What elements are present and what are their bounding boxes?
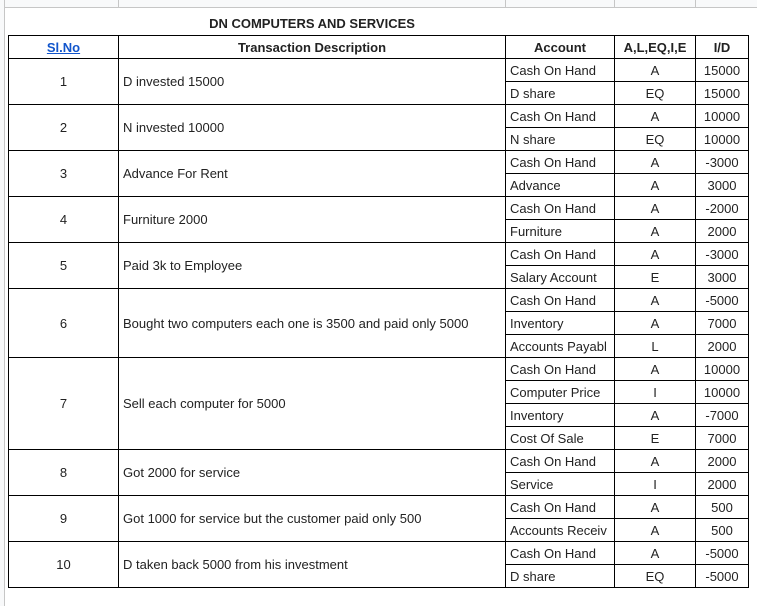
header-row xyxy=(9,36,749,59)
cell-description[interactable]: N invested 10000 xyxy=(119,105,506,151)
cell-type[interactable]: A xyxy=(615,243,696,266)
cell-value[interactable]: 10000 xyxy=(696,381,749,404)
transaction-table xyxy=(8,35,749,588)
cell-type[interactable]: EQ xyxy=(615,82,696,105)
cell-value[interactable]: 10000 xyxy=(696,105,749,128)
cell-account[interactable]: Inventory xyxy=(506,312,615,335)
cell-type[interactable]: I xyxy=(615,473,696,496)
cell-description[interactable]: Furniture 2000 xyxy=(119,197,506,243)
cell-value[interactable]: 10000 xyxy=(696,358,749,381)
table-row xyxy=(9,496,749,519)
cell-type[interactable]: A xyxy=(615,151,696,174)
cell-type[interactable]: I xyxy=(615,381,696,404)
header-slno[interactable]: Sl.No xyxy=(9,36,119,59)
cell-account[interactable]: Inventory xyxy=(506,404,615,427)
header-id[interactable]: I/D xyxy=(696,36,749,59)
cell-type[interactable]: EQ xyxy=(615,565,696,588)
cell-type[interactable]: A xyxy=(615,404,696,427)
cell-slno[interactable]: 5 xyxy=(9,243,119,289)
cell-account[interactable]: N share xyxy=(506,128,615,151)
cell-type[interactable]: A xyxy=(615,59,696,82)
cell-type[interactable]: A xyxy=(615,197,696,220)
cell-slno[interactable]: 7 xyxy=(9,358,119,450)
table-row xyxy=(9,289,749,312)
cell-account[interactable]: Computer Price xyxy=(506,381,615,404)
cell-value[interactable]: 7000 xyxy=(696,427,749,450)
cell-type[interactable]: A xyxy=(615,358,696,381)
cell-account[interactable]: Furniture xyxy=(506,220,615,243)
cell-description[interactable]: D invested 15000 xyxy=(119,59,506,105)
cell-value[interactable]: 2000 xyxy=(696,450,749,473)
cell-description[interactable]: Advance For Rent xyxy=(119,151,506,197)
cell-description[interactable]: D taken back 5000 from his investment xyxy=(119,542,506,588)
cell-account[interactable]: Cash On Hand xyxy=(506,197,615,220)
table-body xyxy=(9,59,749,588)
cell-type[interactable]: A xyxy=(615,312,696,335)
header-description[interactable]: Transaction Description xyxy=(119,36,506,59)
cell-description[interactable]: Got 2000 for service xyxy=(119,450,506,496)
cell-slno[interactable]: 10 xyxy=(9,542,119,588)
table-row xyxy=(9,197,749,220)
cell-account[interactable]: D share xyxy=(506,82,615,105)
cell-type[interactable]: A xyxy=(615,220,696,243)
cell-type[interactable]: A xyxy=(615,450,696,473)
cell-account[interactable]: Cash On Hand xyxy=(506,151,615,174)
cell-slno[interactable]: 3 xyxy=(9,151,119,197)
cell-account[interactable]: Cash On Hand xyxy=(506,450,615,473)
cell-value[interactable]: -7000 xyxy=(696,404,749,427)
column-divider xyxy=(695,0,696,7)
cell-type[interactable]: A xyxy=(615,496,696,519)
cell-value[interactable]: 3000 xyxy=(696,266,749,289)
column-divider xyxy=(118,0,119,7)
cell-account[interactable]: Accounts Receiv xyxy=(506,519,615,542)
cell-slno[interactable]: 9 xyxy=(9,496,119,542)
table-row xyxy=(9,358,749,381)
cell-value[interactable]: 2000 xyxy=(696,335,749,358)
table-row xyxy=(9,243,749,266)
sheet-title[interactable]: DN COMPUTERS AND SERVICES xyxy=(209,16,415,31)
cell-value[interactable]: -3000 xyxy=(696,243,749,266)
cell-account[interactable]: Advance xyxy=(506,174,615,197)
cell-type[interactable]: A xyxy=(615,542,696,565)
cell-type[interactable]: A xyxy=(615,105,696,128)
cell-description[interactable]: Paid 3k to Employee xyxy=(119,243,506,289)
cell-description[interactable]: Sell each computer for 5000 xyxy=(119,358,506,450)
cell-type[interactable]: A xyxy=(615,519,696,542)
table-row xyxy=(9,151,749,174)
cell-value[interactable]: 7000 xyxy=(696,312,749,335)
cell-type[interactable]: E xyxy=(615,266,696,289)
table-row xyxy=(9,105,749,128)
cell-account[interactable]: Cash On Hand xyxy=(506,542,615,565)
cell-account[interactable]: Salary Account xyxy=(506,266,615,289)
cell-description[interactable]: Bought two computers each one is 3500 and paid only 5000 xyxy=(119,289,506,358)
cell-value[interactable]: -5000 xyxy=(696,289,749,312)
cell-account[interactable]: Cash On Hand xyxy=(506,59,615,82)
column-divider xyxy=(614,0,615,7)
cell-value[interactable]: 10000 xyxy=(696,128,749,151)
table-row xyxy=(9,59,749,82)
cell-value[interactable]: 500 xyxy=(696,496,749,519)
cell-type[interactable]: L xyxy=(615,335,696,358)
cell-account[interactable]: Cost Of Sale xyxy=(506,427,615,450)
cell-value[interactable]: 2000 xyxy=(696,220,749,243)
cell-account[interactable]: Cash On Hand xyxy=(506,496,615,519)
cell-description[interactable]: Got 1000 for service but the customer paid only 500 xyxy=(119,496,506,542)
cell-account[interactable]: Accounts Payabl xyxy=(506,335,615,358)
cell-type[interactable]: E xyxy=(615,427,696,450)
cell-account[interactable]: D share xyxy=(506,565,615,588)
cell-slno[interactable]: 1 xyxy=(9,59,119,105)
cell-value[interactable]: 3000 xyxy=(696,174,749,197)
cell-type[interactable]: A xyxy=(615,174,696,197)
cell-value[interactable]: 2000 xyxy=(696,473,749,496)
cell-account[interactable]: Cash On Hand xyxy=(506,289,615,312)
cell-type[interactable]: EQ xyxy=(615,128,696,151)
header-type[interactable]: A,L,EQ,I,E xyxy=(615,36,696,59)
row-header-strip xyxy=(0,0,5,606)
header-account[interactable]: Account xyxy=(506,36,615,59)
table-row xyxy=(9,450,749,473)
cell-value[interactable]: 15000 xyxy=(696,59,749,82)
cell-account[interactable]: Service xyxy=(506,473,615,496)
cell-slno[interactable]: 6 xyxy=(9,289,119,358)
cell-slno[interactable]: 2 xyxy=(9,105,119,151)
cell-account[interactable]: Cash On Hand xyxy=(506,105,615,128)
cell-value[interactable]: 15000 xyxy=(696,82,749,105)
cell-value[interactable]: -2000 xyxy=(696,197,749,220)
cell-slno[interactable]: 4 xyxy=(9,197,119,243)
cell-account[interactable]: Cash On Hand xyxy=(506,243,615,266)
table-row xyxy=(9,542,749,565)
cell-slno[interactable]: 8 xyxy=(9,450,119,496)
cell-value[interactable]: -5000 xyxy=(696,565,749,588)
cell-value[interactable]: -5000 xyxy=(696,542,749,565)
cell-account[interactable]: Cash On Hand xyxy=(506,358,615,381)
column-header-strip xyxy=(0,0,757,8)
column-divider xyxy=(505,0,506,7)
cell-value[interactable]: -3000 xyxy=(696,151,749,174)
cell-type[interactable]: A xyxy=(615,289,696,312)
cell-value[interactable]: 500 xyxy=(696,519,749,542)
